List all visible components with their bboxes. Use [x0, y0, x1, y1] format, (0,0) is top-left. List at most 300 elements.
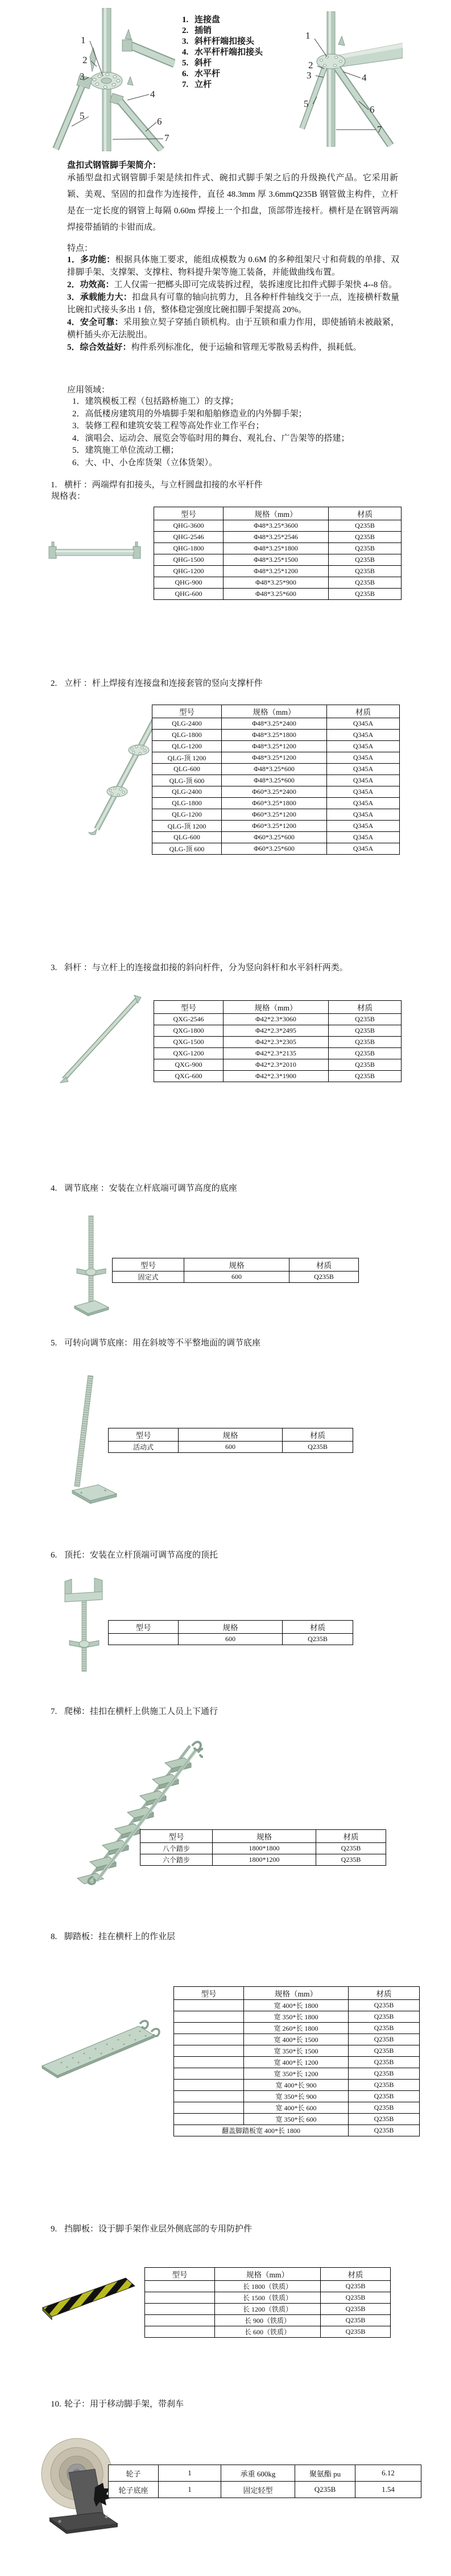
feature-label: 3．承载能力大： — [67, 293, 132, 302]
svg-text:1: 1 — [305, 30, 311, 41]
feature-text: 构件系列标准化，便于运输和管理无零散易丢构件，损耗低。 — [131, 343, 362, 352]
applications-list — [72, 396, 402, 469]
intro-paragraph: 承插型盘扣式钢管脚手架是续扣件式、碗扣式脚手架之后的升级换代产品。它采用新颖、美观、坚固的扣盘作为连接件，直径 48.3mm 厚 3.6mmQ235B 钢管做主构件，立杆是在一定长度的钢管上每隔 0.60m 焊接上一个扣盘，顶部带连接杆。横杆是在钢管两端焊接带插销的卡钳而成。 — [67, 173, 398, 232]
feature-label: 5．综合效益好： — [67, 343, 131, 352]
section-title: 顶托：安装在立杆顶端可调节高度的顶托 — [64, 1551, 218, 1560]
column-header: 型号 — [152, 705, 222, 718]
features-title: 特点： — [67, 244, 93, 253]
table-row — [140, 1854, 386, 1866]
table-cell: 宽 350*长 1200 — [244, 2068, 349, 2080]
u-head-jack-image — [61, 1577, 107, 1679]
table-cell: QLG-1800 — [152, 730, 222, 741]
table-cell: Q235B — [321, 2326, 391, 2338]
table-row — [152, 752, 400, 764]
table-cell: Q235B — [329, 1071, 402, 1082]
legend-label: 水平杆杆端扣接头 — [195, 48, 263, 57]
section-heading-crossbar — [51, 478, 263, 490]
table-cell — [174, 2057, 244, 2068]
table-row — [154, 543, 402, 554]
table-row — [174, 2114, 420, 2125]
column-header: 规格 — [213, 1830, 316, 1843]
svg-text:3: 3 — [80, 71, 85, 82]
legend-label: 水平杆 — [195, 69, 221, 78]
feature-label: 4．安全可靠： — [67, 318, 123, 327]
table-row — [174, 2045, 420, 2057]
table-cell: QHG-1200 — [154, 566, 224, 577]
section-title: 脚踏板：挂在横杆上的作业层 — [64, 1932, 176, 1941]
section-number: 8. — [51, 1932, 57, 1941]
spec-table-note: 规格表： — [51, 492, 86, 501]
table-cell: 固定轻型 — [221, 2482, 295, 2498]
svg-text:5: 5 — [80, 110, 85, 121]
section-heading-caster — [51, 2397, 184, 2409]
table-cell: Q235B — [329, 589, 402, 600]
table-cell: Φ60*3.25*600 — [222, 843, 327, 855]
table-cell: 翻盖脚踏板宽 400*长 1800 — [174, 2125, 349, 2136]
table-cell: 6.12 — [355, 2465, 421, 2482]
table-cell: Φ60*3.25*2400 — [222, 786, 327, 798]
legend-number: 3. — [182, 37, 189, 46]
table-cell: 固定式 — [113, 1272, 184, 1283]
table-header-row — [145, 2268, 391, 2281]
toe-board-image — [42, 2275, 137, 2323]
table-row — [152, 798, 400, 809]
ladder-spec-table — [140, 1829, 386, 1866]
table-cell: Φ42*2.3*2010 — [224, 1059, 329, 1071]
legend-label: 立杆 — [195, 80, 212, 89]
table-cell: Φ48*3.25*600 — [224, 589, 329, 600]
table-cell: QHG-1800 — [154, 543, 224, 554]
table-cell: 600 — [179, 1634, 283, 1645]
section-number: 6. — [51, 1551, 57, 1560]
table-cell: 600 — [184, 1272, 289, 1283]
table-cell: 1.54 — [355, 2482, 421, 2498]
joint-exploded-diagram — [44, 8, 175, 151]
application-item: 2．高低楼房建筑用的外墙脚手架和船舶修造业的内外脚手架； — [72, 409, 307, 419]
table-cell: 活动式 — [109, 1442, 179, 1453]
section-title: 轮子：用于移动脚手架，带刹车 — [64, 2400, 184, 2409]
intro-title: 盘扣式钢管脚手架简介： — [67, 161, 162, 170]
table-row — [154, 577, 402, 589]
svg-text:2: 2 — [82, 55, 88, 65]
column-header: 规格（mm） — [222, 705, 327, 718]
table-cell: 宽 350*长 600 — [244, 2114, 349, 2125]
table-cell: Q235B — [321, 2292, 391, 2304]
table-cell: Φ48*3.25*900 — [224, 577, 329, 589]
column-header: 型号 — [174, 1987, 244, 2000]
legend-number: 5. — [182, 59, 189, 68]
table-cell — [145, 2304, 215, 2315]
table-cell: Q345A — [327, 764, 400, 775]
svg-text:6: 6 — [157, 116, 162, 127]
table-cell: Q235B — [329, 1014, 402, 1025]
table-row — [174, 2125, 420, 2136]
table-row — [152, 764, 400, 775]
table-cell: Q235B — [349, 2023, 420, 2034]
table-cell — [145, 2315, 215, 2326]
legend-number: 2. — [182, 26, 189, 35]
table-cell — [174, 2000, 244, 2011]
table-row — [154, 1014, 402, 1025]
column-header: 材质 — [327, 705, 400, 718]
table-row — [154, 1025, 402, 1037]
table-cell: 宽 350*长 1500 — [244, 2045, 349, 2057]
table-cell: Φ48*3.25*3600 — [224, 520, 329, 532]
table-cell: Q235B — [329, 554, 402, 566]
section-heading-ladder — [51, 1705, 218, 1717]
table-cell: Φ60*3.25*1200 — [222, 821, 327, 832]
table-cell: QLG-600 — [152, 764, 222, 775]
table-row — [174, 2080, 420, 2091]
table-cell: QLG-600 — [152, 832, 222, 843]
table-cell: Φ42*2.3*2135 — [224, 1048, 329, 1059]
table-row — [145, 2326, 391, 2338]
base-jack-image — [70, 1214, 113, 1319]
table-cell: 宽 400*长 900 — [244, 2080, 349, 2091]
table-header-row — [109, 1621, 353, 1634]
svg-text:7: 7 — [164, 132, 169, 143]
table-row — [154, 554, 402, 566]
application-item: 1．建筑模板工程（包括路桥施工）的支撑； — [72, 397, 239, 406]
table-cell: QLG-顶 600 — [152, 843, 222, 855]
table-cell: Φ42*2.3*2495 — [224, 1025, 329, 1037]
table-row — [174, 2068, 420, 2080]
table-cell: Q235B — [321, 2281, 391, 2292]
table-cell: QHG-1500 — [154, 554, 224, 566]
feature-label: 1．多功能： — [67, 255, 115, 264]
table-cell — [174, 2091, 244, 2102]
table-cell — [174, 2023, 244, 2034]
feature-item — [67, 254, 399, 279]
table-cell: Φ48*3.25*1200 — [222, 741, 327, 752]
table-cell: 宽 400*长 1200 — [244, 2057, 349, 2068]
table-cell: Q345A — [327, 809, 400, 821]
legend-item — [182, 58, 263, 69]
table-cell: 八个踏步 — [140, 1843, 213, 1854]
diagonal-brace-image — [56, 994, 144, 1085]
table-row — [152, 832, 400, 843]
section-number: 4. — [51, 1184, 57, 1193]
table-cell: QXG-2546 — [154, 1014, 224, 1025]
feature-item — [67, 279, 399, 291]
table-cell: QLG-顶 1200 — [152, 821, 222, 832]
table-cell: Q235B — [349, 2091, 420, 2102]
column-header: 规格（mm） — [244, 1987, 349, 2000]
legend-item — [182, 80, 263, 90]
table-row — [154, 1048, 402, 1059]
section-number: 9. — [51, 2225, 57, 2234]
table-cell: QXG-1200 — [154, 1048, 224, 1059]
table-cell: Q235B — [329, 1037, 402, 1048]
table-cell: Q235B — [289, 1272, 359, 1283]
table-cell: Q235B — [329, 1048, 402, 1059]
table-row — [109, 2465, 421, 2482]
feature-text: 扣盘具有可靠的轴向抗剪力，且各种杆件轴线交于一点，连接横杆数量比碗扣式接头多出 1 倍，整体稳定强度比碗扣脚手架提高 20%。 — [67, 293, 399, 314]
application-item: 5．建筑施工单位流动工棚； — [72, 446, 179, 455]
table-row — [145, 2281, 391, 2292]
legend-label: 插销 — [195, 26, 212, 35]
table-cell: Φ48*3.25*1200 — [222, 752, 327, 764]
table-row — [145, 2315, 391, 2326]
u-head-spec-table — [108, 1620, 353, 1645]
section-heading-u-head — [51, 1548, 218, 1560]
table-row — [109, 2482, 421, 2498]
table-row — [154, 566, 402, 577]
table-row — [152, 718, 400, 730]
crossbar-image — [48, 540, 142, 563]
table-row — [154, 1037, 402, 1048]
table-row — [109, 1442, 353, 1453]
table-cell: Q235B — [349, 2125, 420, 2136]
section-title: 挡脚板：设于脚手架作业层外侧底部的专用防护件 — [64, 2225, 253, 2234]
section-number: 5. — [51, 1339, 57, 1348]
table-cell: Φ48*3.25*1800 — [224, 543, 329, 554]
table-cell: QLG-1200 — [152, 741, 222, 752]
section-title: 爬梯：挂扣在横杆上供施工人员上下通行 — [64, 1707, 218, 1716]
section-heading-plank — [51, 1930, 175, 1942]
column-header: 型号 — [154, 507, 224, 520]
table-cell: 长 1200（铁质） — [215, 2304, 321, 2315]
table-cell: Q345A — [327, 786, 400, 798]
feature-text: 采用独立契子穿插自锁机构。由于互锁和重力作用，即使插销未被敲紧，横杆插头亦无法脱出。 — [67, 318, 399, 339]
column-header: 材质 — [349, 1987, 420, 2000]
joint-assembled-drawing — [286, 11, 403, 147]
table-cell: Φ42*2.3*2305 — [224, 1037, 329, 1048]
section-heading-base-jack — [51, 1182, 237, 1194]
section-title: 可转向调节底座：用在斜坡等不平整地面的调节底座 — [64, 1339, 261, 1348]
table-row — [152, 821, 400, 832]
section-heading-upright — [51, 677, 263, 689]
section-heading-diagonal — [51, 961, 348, 973]
table-row — [154, 1071, 402, 1082]
table-cell: Q345A — [327, 752, 400, 764]
table-cell: Q235B — [329, 520, 402, 532]
table-row — [152, 809, 400, 821]
table-cell: Φ48*3.25*1200 — [224, 566, 329, 577]
table-cell: Q345A — [327, 741, 400, 752]
section-number: 3. — [51, 963, 57, 972]
table-cell: Q235B — [329, 577, 402, 589]
column-header: 规格（mm） — [224, 1001, 329, 1014]
table-cell: 轮子 — [109, 2465, 159, 2482]
legend-label: 斜杆 — [195, 59, 212, 68]
table-cell: Φ48*3.25*600 — [222, 764, 327, 775]
table-cell: Q345A — [327, 832, 400, 843]
svg-text:4: 4 — [362, 72, 367, 83]
table-cell: 轮子底座 — [109, 2482, 159, 2498]
table-cell: Φ48*3.25*1800 — [222, 730, 327, 741]
column-header: 型号 — [140, 1830, 213, 1843]
table-header-row — [140, 1830, 386, 1843]
table-cell — [174, 2034, 244, 2045]
svg-text:6: 6 — [370, 104, 375, 115]
table-cell: QHG-3600 — [154, 520, 224, 532]
feature-item — [67, 316, 399, 341]
table-cell: QHG-600 — [154, 589, 224, 600]
table-row — [154, 520, 402, 532]
section-title: 调节底座 ：安装在立杆底端可调节高度的底座 — [64, 1184, 237, 1193]
legend-number: 6. — [182, 69, 189, 78]
svg-text:5: 5 — [304, 98, 309, 109]
table-cell: QLG-1800 — [152, 798, 222, 809]
legend-item — [182, 47, 263, 58]
table-cell: Φ48*3.25*2400 — [222, 718, 327, 730]
column-header: 材质 — [316, 1830, 386, 1843]
table-cell — [174, 2068, 244, 2080]
table-cell — [109, 1634, 179, 1645]
table-cell: Q345A — [327, 775, 400, 786]
table-cell: Q235B — [349, 2045, 420, 2057]
table-cell: 1 — [159, 2465, 221, 2482]
column-header: 规格 — [179, 1428, 283, 1442]
applications-title: 应用领域： — [67, 386, 110, 395]
section-title: 横杆 ：两端焊有扣接头，与立杆圆盘扣接的水平杆件 — [64, 481, 263, 490]
table-cell: Φ48*3.25*2546 — [224, 532, 329, 543]
legend-number: 1. — [182, 15, 189, 24]
table-cell: QLG-2400 — [152, 718, 222, 730]
table-cell: 1800*1800 — [213, 1843, 316, 1854]
table-cell: QXG-900 — [154, 1059, 224, 1071]
diagonal-spec-table — [154, 1000, 402, 1082]
crossbar-spec-table — [154, 507, 402, 600]
section-number: 10. — [51, 2400, 61, 2409]
table-cell — [145, 2281, 215, 2292]
table-header-row — [152, 705, 400, 718]
table-cell — [174, 2102, 244, 2114]
joint-assembled-diagram — [286, 11, 403, 147]
column-header: 材质 — [283, 1428, 353, 1442]
table-cell: 宽 400*长 1500 — [244, 2034, 349, 2045]
parts-legend — [182, 15, 263, 90]
column-header: 规格（mm） — [224, 507, 329, 520]
column-header: 规格 — [184, 1258, 289, 1272]
table-cell: QLG-2400 — [152, 786, 222, 798]
section-heading-toe-board — [51, 2222, 252, 2234]
table-cell — [174, 2011, 244, 2023]
table-row — [154, 589, 402, 600]
legend-label: 斜杆杆端扣接头 — [195, 37, 255, 46]
column-header: 型号 — [109, 1621, 179, 1634]
table-row — [174, 2023, 420, 2034]
table-cell: Q235B — [329, 1025, 402, 1037]
joint-exploded-drawing — [44, 8, 175, 151]
application-item: 6．大、中、小仓库货架（立体货架）。 — [72, 458, 218, 467]
application-item: 3．装修工程和建筑安装工程等高处作业工作平台； — [72, 421, 264, 430]
table-cell: Φ60*3.25*1800 — [222, 798, 327, 809]
table-cell: Q235B — [321, 2315, 391, 2326]
table-cell: 长 600（铁质） — [215, 2326, 321, 2338]
table-cell: Q235B — [349, 2057, 420, 2068]
legend-item — [182, 36, 263, 47]
legend-label: 连接盘 — [195, 15, 221, 24]
table-cell: Φ42*2.3*1900 — [224, 1071, 329, 1082]
legend-number: 7. — [182, 80, 189, 89]
table-cell: Φ48*3.25*1500 — [224, 554, 329, 566]
feature-text: 工人仅需一把榔头即可完成装拆过程，装拆速度比扣件式脚手架快 4--8 倍。 — [114, 280, 398, 289]
table-header-row — [113, 1258, 359, 1272]
svg-text:4: 4 — [150, 89, 155, 100]
column-header: 材质 — [321, 2268, 391, 2281]
table-cell: Q235B — [321, 2304, 391, 2315]
table-cell: Q235B — [349, 2080, 420, 2091]
table-cell: Q235B — [329, 543, 402, 554]
table-cell: QXG-1800 — [154, 1025, 224, 1037]
column-header: 材质 — [329, 507, 402, 520]
svg-text:2: 2 — [308, 60, 313, 71]
column-header: 材质 — [289, 1258, 359, 1272]
table-cell: Q235B — [283, 1442, 353, 1453]
section-number: 1. — [51, 481, 57, 490]
plank-spec-table — [173, 1986, 420, 2136]
svg-text:3: 3 — [307, 70, 312, 81]
table-cell: QHG-900 — [154, 577, 224, 589]
table-cell: Q235B — [349, 2114, 420, 2125]
table-cell: Q235B — [329, 566, 402, 577]
features-list — [67, 254, 399, 354]
table-row — [174, 2000, 420, 2011]
table-row — [145, 2304, 391, 2315]
table-cell: Q235B — [316, 1843, 386, 1854]
swivel-base-spec-table — [108, 1428, 353, 1453]
table-cell: 长 900（铁质） — [215, 2315, 321, 2326]
table-cell: Q235B — [283, 1634, 353, 1645]
table-cell: Q235B — [349, 2011, 420, 2023]
table-cell: 六个踏步 — [140, 1854, 213, 1866]
table-row — [113, 1272, 359, 1283]
section-number: 2. — [51, 679, 57, 688]
legend-number: 4. — [182, 48, 189, 57]
table-cell: 宽 350*长 900 — [244, 2091, 349, 2102]
table-cell: 宽 400*长 1800 — [244, 2000, 349, 2011]
table-cell: QLG-顶 1200 — [152, 752, 222, 764]
table-cell: QLG-1200 — [152, 809, 222, 821]
column-header: 规格 — [179, 1621, 283, 1634]
column-header: 型号 — [113, 1258, 184, 1272]
table-cell: Q345A — [327, 821, 400, 832]
table-cell: Q345A — [327, 730, 400, 741]
table-row — [174, 2102, 420, 2114]
svg-text:7: 7 — [377, 124, 382, 135]
table-cell — [174, 2080, 244, 2091]
table-cell — [174, 2114, 244, 2125]
table-row — [174, 2057, 420, 2068]
column-header: 材质 — [329, 1001, 402, 1014]
table-cell: 宽 400*长 600 — [244, 2102, 349, 2114]
table-cell: Q235B — [349, 2068, 420, 2080]
section-title: 立杆 ：杆上焊接有连接盘和连接套管的竖向支撑杆件 — [64, 679, 263, 688]
table-cell — [145, 2292, 215, 2304]
feature-item — [67, 341, 399, 354]
column-header: 材质 — [283, 1621, 353, 1634]
legend-item — [182, 15, 263, 26]
table-cell: Φ60*3.25*600 — [222, 832, 327, 843]
column-header: 型号 — [154, 1001, 224, 1014]
table-row — [152, 730, 400, 741]
feature-text: 根据具体施工要求，能组成模数为 0.6M 的多种组架尺寸和荷载的单排、双排脚手架、支撑架、支撑柱、物料提升架等施工装备，并能做曲线布置。 — [67, 255, 399, 277]
table-cell: Q235B — [329, 532, 402, 543]
table-cell: QXG-1500 — [154, 1037, 224, 1048]
table-cell: 承重 600kg — [221, 2465, 295, 2482]
table-cell: QXG-600 — [154, 1071, 224, 1082]
table-cell: Φ42*2.3*3060 — [224, 1014, 329, 1025]
table-cell: Q345A — [327, 843, 400, 855]
table-cell: 长 1800（铁质） — [215, 2281, 321, 2292]
table-row — [152, 775, 400, 786]
base-jack-spec-table — [112, 1258, 359, 1283]
legend-item — [182, 26, 263, 36]
feature-item — [67, 291, 399, 316]
column-header: 型号 — [109, 1428, 179, 1442]
